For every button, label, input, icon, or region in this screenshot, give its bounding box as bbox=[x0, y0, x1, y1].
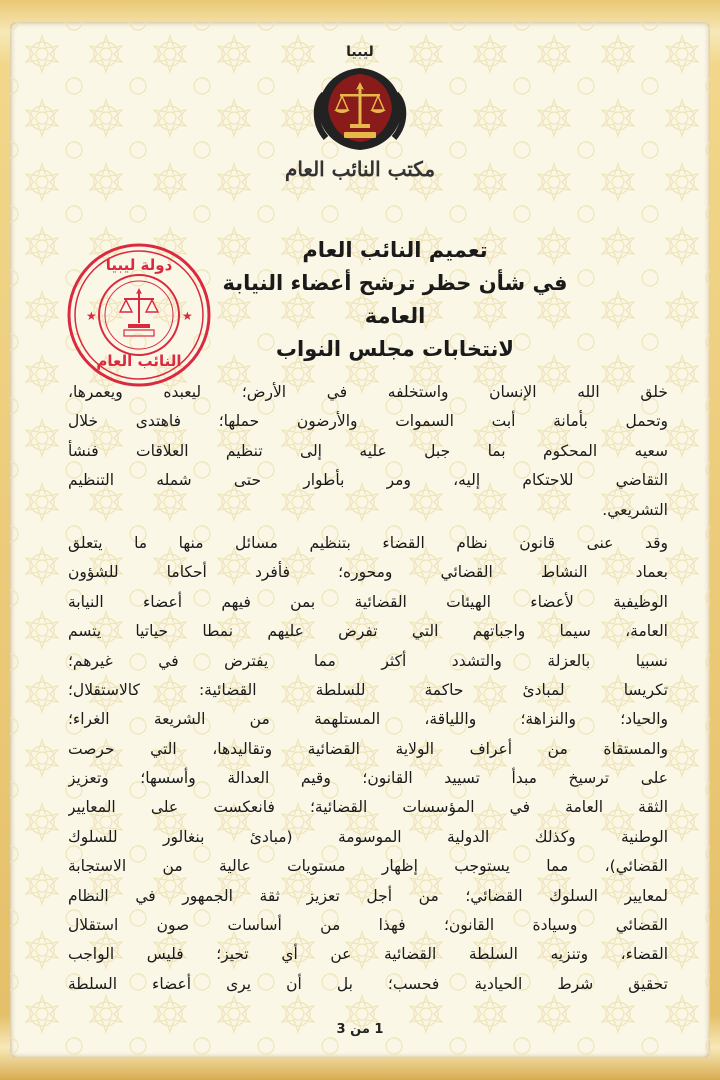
title-line-2: في شأن حظر ترشح أعضاء النيابة العامة bbox=[222, 271, 568, 328]
official-stamp bbox=[64, 240, 214, 390]
body-line: وقد عنى قانون نظام القضاء بتنظيم مسائل منها ما يتعلق bbox=[68, 533, 668, 552]
svg-text:★: ★ bbox=[86, 309, 97, 323]
circular-body bbox=[68, 378, 668, 999]
stamp-bottom-text: النائب العام bbox=[96, 352, 182, 370]
body-line: والمستقاة من أعراف الولاية القضائية وتقاليدها، التي حرصت bbox=[68, 739, 668, 758]
body-line: القضائي وسيادة القانون؛ فهذا من أساسات صون استقلال bbox=[68, 916, 668, 935]
title-line-3: لانتخابات مجلس النواب bbox=[275, 337, 515, 361]
body-line: التقاضي للاحتكام إليه، ومر بأطوار حتى شمله التنظيم bbox=[68, 471, 668, 490]
body-line: الوظيفية لأعضاء الهيئات القضائية بمن فيهم أعضاء النيابة bbox=[68, 592, 668, 611]
title-line-1: تعميم النائب العام bbox=[302, 238, 488, 262]
body-line: الوطنية وكذلك الدولية الموسومة (مبادئ بنغالور للسلوك bbox=[68, 827, 668, 846]
body-line: سعيه المحكوم بما جبل عليه إلى تنظيم العلاقات فنشأ bbox=[68, 441, 668, 460]
prosecutor-emblem-icon bbox=[306, 64, 414, 154]
body-line: القضائي)، مما يستوجب إظهار مستويات عالية من الاستجابة bbox=[68, 857, 668, 876]
body-line: العامة، سيما واجباتهم التي تفرض عليهم نمطا حياتيا يتسم bbox=[68, 622, 668, 641]
body-line: خلق الله الإنسان واستخلفه في الأرض؛ ليعبده ويعمرها، bbox=[68, 383, 668, 401]
circular-title bbox=[190, 234, 600, 366]
body-line: القضاء، وتنزيه السلطة القضائية عن أي تحيز؛ فليس الواجب bbox=[68, 945, 668, 964]
body-line: والحياد؛ والنزاهة؛ واللياقة، المستلهمة من الشريعة الغراء؛ bbox=[68, 710, 668, 729]
body-line: على ترسيخ مبدأ تسييد القانون؛ وقيم العدالة وأسسها؛ وتعزيز bbox=[68, 769, 668, 788]
body-line: لمعايير السلوك القضائي؛ من أجل تعزيز ثقة الجمهور في النظام bbox=[68, 886, 668, 905]
body-line: تحقيق شرط الحيادية فحسب؛ بل أن يرى أعضاء السلطة bbox=[68, 974, 668, 993]
body-line: الثقة العامة في المؤسسات القضائية؛ فانعكست على المعايير bbox=[68, 798, 668, 817]
body-line: التشريعي. bbox=[602, 500, 668, 519]
document-page bbox=[10, 22, 710, 1058]
body-line: بعماد النشاط القضائي ومحوره؛ فأفرد أحكاما للشؤون bbox=[68, 563, 668, 582]
body-line: وتحمل بأمانة أبت السموات والأرضون حملها؛ فاهتدى خلال bbox=[68, 412, 668, 431]
stamp-top-text: دولة ليبيا bbox=[105, 256, 173, 274]
body-line: تكريسا لمبادئ حاكمة للسلطة القضائية: كالاستقلال؛ bbox=[68, 680, 668, 699]
office-title: مكتب النائب العام bbox=[284, 157, 436, 181]
svg-text:★: ★ bbox=[182, 309, 193, 323]
body-line: نسبيا بالعزلة والتشدد أكثر مما يفترض في غيرهم؛ bbox=[68, 651, 668, 670]
country-name: ليبيا bbox=[346, 44, 374, 60]
page-number: 1 من 3 bbox=[336, 1022, 384, 1037]
